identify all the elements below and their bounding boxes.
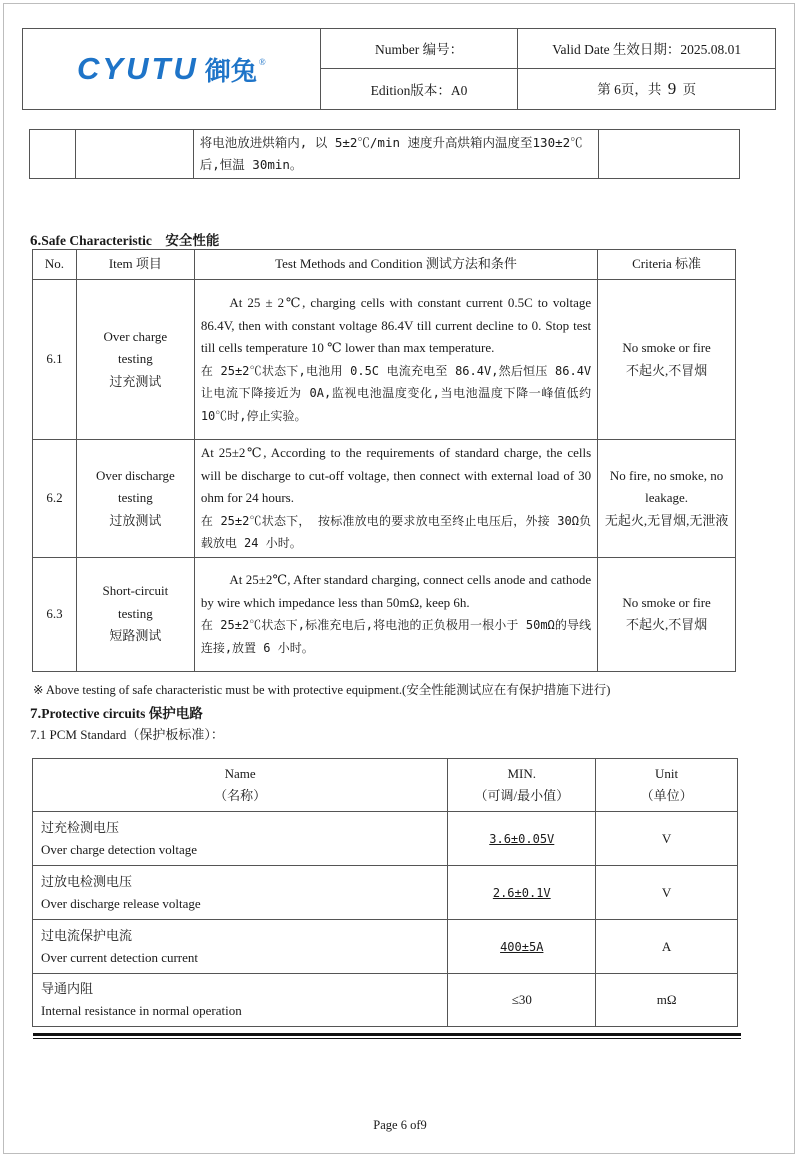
divider-thick — [33, 1033, 741, 1036]
cont-cell-empty — [30, 130, 76, 179]
table-header-row — [33, 250, 736, 280]
row-criteria: No smoke or fire 不起火,不冒烟 — [598, 280, 736, 440]
table-row — [33, 557, 736, 671]
row-min: 3.6±0.05V — [448, 812, 596, 866]
table-row — [33, 280, 736, 440]
row-item: Short-circuit testing 短路测试 — [76, 557, 194, 671]
section-7-title: 7.Protective circuits 保护电路 — [30, 706, 203, 722]
safety-note: ※ Above testing of safe characteristic must be with protective equipment.(安全性能测试应在有保护措施下进行) — [33, 683, 611, 697]
continuation-table — [29, 129, 740, 179]
row-min: ≤30 — [448, 974, 596, 1027]
table-row — [33, 920, 738, 974]
row-unit: V — [596, 866, 738, 920]
safe-characteristic-table — [32, 249, 736, 672]
row-unit: mΩ — [596, 974, 738, 1027]
col-header-min: MIN. （可调/最小值） — [448, 759, 596, 812]
cont-text: 将电池放进烘箱内, 以 5±2℃/min 速度升高烘箱内温度至130±2℃后,恒温 30min。 — [193, 130, 598, 179]
row-test-method: At 25 ± 2℃, charging cells with constant current 0.5C to voltage 86.4V, then with constant voltage 86.4V till current decline to 0. Stop test till cells temperature 10 ℃ lower than max temperature. 在 25±2℃状态下,电池用 0.5C 电流充电至 86.4V,然后恒压 86.4V 让电流下降接近为 0A,监视电池温度变化,当电池温度下降一峰值低约 10℃时,停止实验。 — [194, 280, 597, 440]
table-header-row — [33, 759, 738, 812]
page-indicator: 第 6页，共 9 页 — [518, 68, 776, 109]
row-criteria: No fire, no smoke, no leakage. 无起火,无冒烟,无泄液 — [598, 440, 736, 558]
row-no: 6.3 — [33, 557, 77, 671]
row-unit: A — [596, 920, 738, 974]
row-item: Over charge testing 过充测试 — [76, 280, 194, 440]
pcm-standard-table — [32, 758, 738, 1027]
row-name: 过电流保护电流 Over current detection current — [33, 920, 448, 974]
table-row — [33, 812, 738, 866]
col-header-no: No. — [33, 250, 77, 280]
col-header-test: Test Methods and Condition 测试方法和条件 — [194, 250, 597, 280]
cont-cell-empty — [599, 130, 740, 179]
page-footer: Page 6 of9 — [373, 1118, 427, 1132]
row-name: 导通内阻 Internal resistance in normal operation — [33, 974, 448, 1027]
number-label: Number 编号： — [320, 29, 518, 69]
divider-thin — [33, 1038, 741, 1039]
row-min: 2.6±0.1V — [448, 866, 596, 920]
section-7-1-subtitle: 7.1 PCM Standard（保护板标准）： — [30, 727, 224, 742]
row-min: 400±5A — [448, 920, 596, 974]
row-test-method: At 25±2℃, After standard charging, connect cells anode and cathode by wire which impedance less than 50mΩ, keep 6h. 在 25±2℃状态下,标准充电后,将电池的正负极用一根小于 50mΩ的导线连接,放置 6 小时。 — [194, 557, 597, 671]
row-name: 过充检测电压 Over charge detection voltage — [33, 812, 448, 866]
table-row — [33, 440, 736, 558]
col-header-item: Item 项目 — [76, 250, 194, 280]
row-criteria: No smoke or fire 不起火,不冒烟 — [598, 557, 736, 671]
col-header-name: Name （名称） — [33, 759, 448, 812]
registered-mark: ® — [258, 56, 266, 67]
cont-cell-empty — [75, 130, 193, 179]
valid-date: Valid Date 生效日期：2025.08.01 — [518, 29, 776, 69]
document-header — [22, 28, 776, 110]
logo-text-cn: 御兔 — [204, 56, 257, 87]
edition: Edition版本：A0 — [320, 68, 518, 109]
logo-cell — [23, 29, 321, 110]
logo-text-en: CYUTU — [77, 51, 199, 86]
row-name: 过放电检测电压 Over discharge release voltage — [33, 866, 448, 920]
company-logo — [24, 51, 319, 88]
table-row — [33, 974, 738, 1027]
col-header-unit: Unit （单位） — [596, 759, 738, 812]
section-6-title: 6.Safe Characteristic 安全性能 — [30, 233, 220, 249]
page-total: 9 — [667, 79, 677, 99]
table-row — [33, 866, 738, 920]
col-header-criteria: Criteria 标准 — [598, 250, 736, 280]
row-item: Over discharge testing 过放测试 — [76, 440, 194, 558]
row-no: 6.1 — [33, 280, 77, 440]
row-test-method: At 25±2℃, According to the requirements of standard charge, the cells will be discharge to cut-off voltage, then connect with external load of 30 ohm for 24 hours. 在 25±2℃状态下， 按标准放电的要求放电至终止电压后，外接 30Ω负载放电 24 小时。 — [194, 440, 597, 558]
row-no: 6.2 — [33, 440, 77, 558]
row-unit: V — [596, 812, 738, 866]
